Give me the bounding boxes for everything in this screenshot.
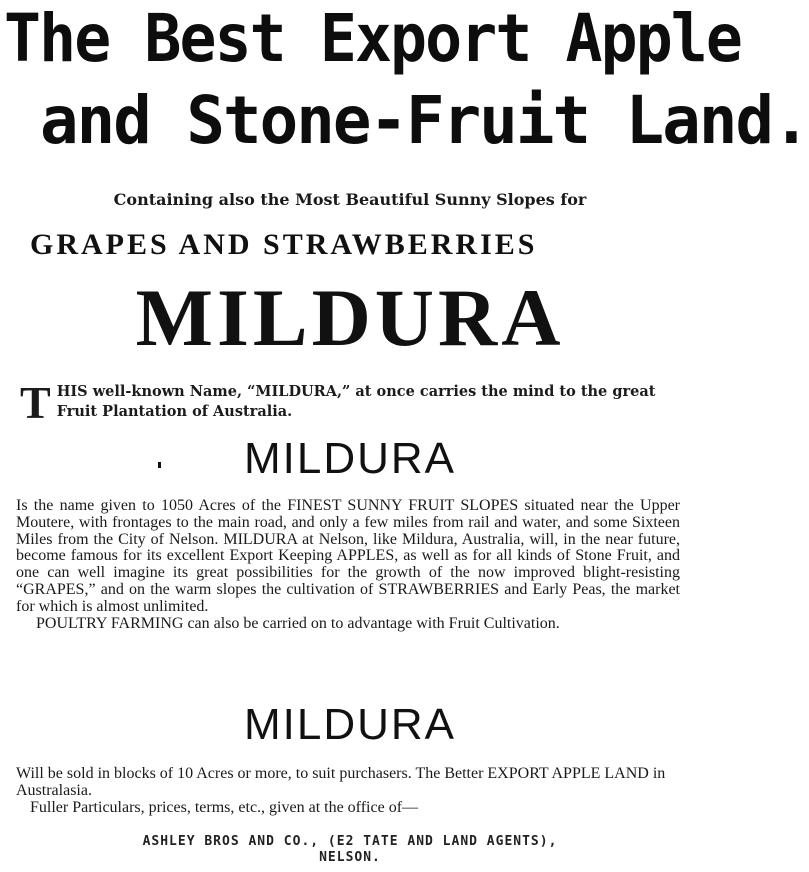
section-title-2: MILDURA [243,700,457,749]
section-title-1: MILDURA [243,434,457,483]
sale-line-2: Fuller Particulars, prices, terms, etc., given at the office of— [30,799,419,816]
main-title: MILDURA [135,272,565,363]
sale-line-1: Will be sold in blocks of 10 Acres or more, to suit purchasers. The Better EXPORT APPLE LAND in Australasia. [16,765,666,799]
intro-paragraph [20,377,680,428]
agent-signature [0,834,700,866]
headline-line-2: and Stone-Fruit Land. [40,82,809,159]
signature-line-2: NELSON. [319,850,381,865]
signature-line-1: ASHLEY BROS AND CO., (E2 TATE AND LAND AGENTS), [142,834,558,849]
sale-block [16,765,680,816]
subheadline: Containing also the Most Beautiful Sunny Slopes for [113,190,587,209]
description-block [16,498,680,632]
headline-line-1: The Best Export Apple [4,0,741,77]
poultry-paragraph: POULTRY FARMING can also be carried on to advantage with Fruit Cultivation. [36,614,560,632]
description-paragraph: Is the name given to 1050 Acres of the FINEST SUNNY FRUIT SLOPES situated near the Upper Moutere, with frontages to the main road, and only a few miles from rail and water, and some Sixteen Miles from the City of Nelson. MILDURA at Nelson, like Mildura, Australia, will, in the near future, become famous for its excellent Export Keeping APPLES, as well as for all kinds of Stone Fruit, and one can well imagine its great possibilities for the growth of the now improved blight-resisting “GRAPES,” and on the warm slopes the cultivation of STRAWBERRIES and Early Peas, the market for which is almost unlimited. [16,497,680,615]
intro-text: HIS well-known Name, “MILDURA,” at once carries the mind to the great Fruit Plantation of Australia. [56,383,656,420]
drop-cap: T [20,377,51,428]
crops-line: GRAPES AND STRAWBERRIES [30,228,538,261]
